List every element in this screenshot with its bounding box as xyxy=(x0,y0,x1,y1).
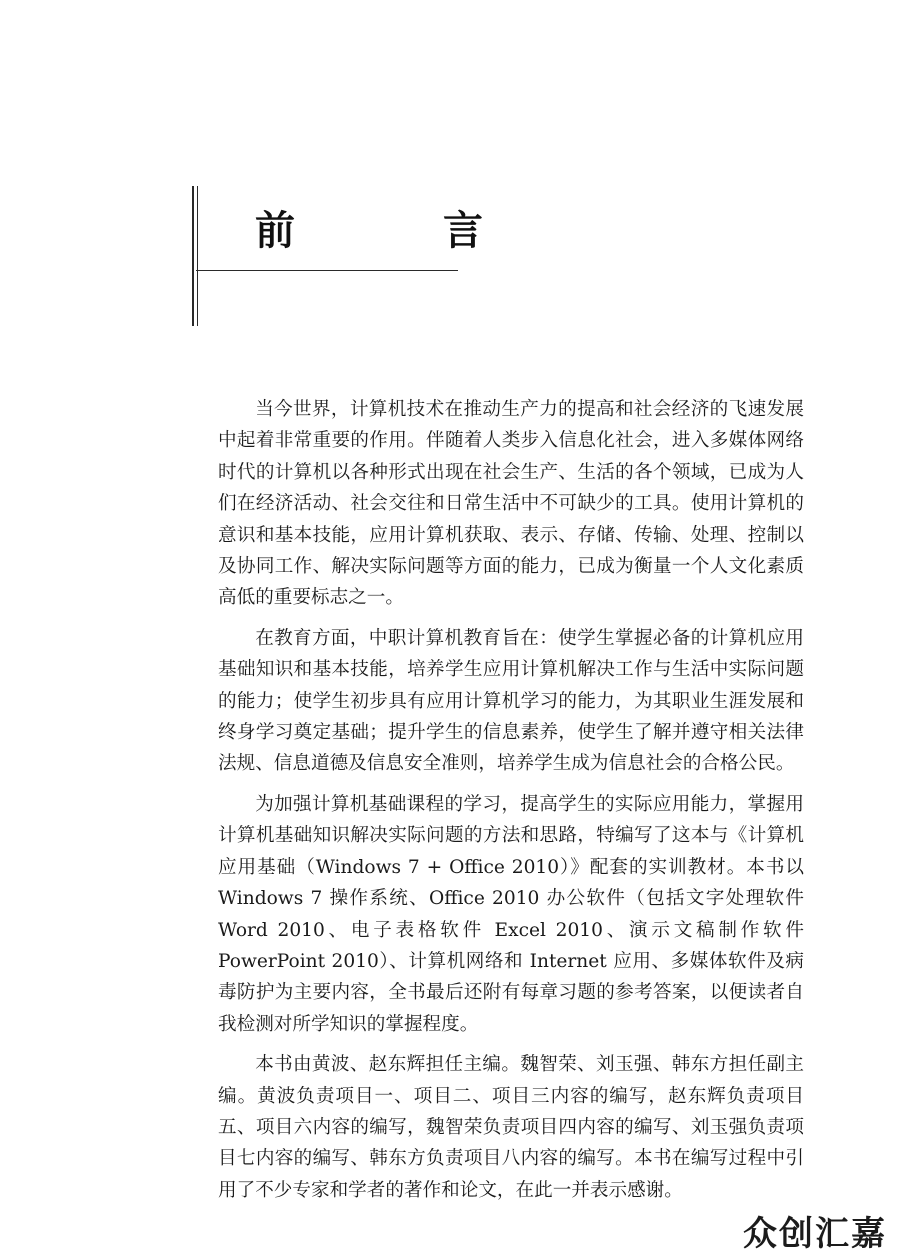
paragraph: 本书由黄波、赵东辉担任主编。魏智荣、刘玉强、韩东方担任副主编。黄波负责项目一、项目二、项目三内容的编写，赵东辉负责项目五、项目六内容的编写，魏智荣负责项目四内容的编写、刘玉强负责项目七内容的编写、韩东方负责项目八内容的编写。本书在编写过程中引用了不少专家和学者的著作和论文，在此一并表示感谢。 xyxy=(218,1054,804,1201)
page-title: 前 言 xyxy=(255,207,537,254)
preface-body xyxy=(218,394,804,1215)
paragraph: 在教育方面，中职计算机教育旨在：使学生掌握必备的计算机应用基础知识和基本技能，培养学生应用计算机解决工作与生活中实际问题的能力；使学生初步具有应用计算机学习的能力，为其职业生涯发展和终身学习奠定基础；提升学生的信息素养，使学生了解并遵守相关法律法规、信息道德及信息安全准则，培养学生成为信息社会的合格公民。 xyxy=(218,627,804,775)
heading-horizontal-rule xyxy=(196,270,458,271)
heading-vertical-rule-outer xyxy=(192,186,194,326)
watermark-logo: 众创汇嘉 xyxy=(743,1214,887,1254)
heading-vertical-rule-inner xyxy=(197,186,198,326)
paragraph: 为加强计算机基础课程的学习，提高学生的实际应用能力，掌握用计算机基础知识解决实际问题的方法和思路，特编写了这本与《计算机应用基础（Windows 7 + Office 2010）》配套的实训教材。本书以 Windows 7 操作系统、Office 2010 办公软件（包括文字处理软件 Word 2010、电子表格软件 Excel 2010、演示文稿制作软件 PowerPoint 2010）、计算机网络和 Internet 应用、多媒体软件及病毒防护为主要内容，全书最后还附有每章习题的参考答案，以便读者自我检测对所学知识的掌握程度。 xyxy=(218,793,804,1035)
paragraph: 当今世界，计算机技术在推动生产力的提高和社会经济的飞速发展中起着非常重要的作用。伴随着人类步入信息化社会，进入多媒体网络时代的计算机以各种形式出现在社会生产、生活的各个领域，已成为人们在经济活动、社会交往和日常生活中不可缺少的工具。使用计算机的意识和基本技能，应用计算机获取、表示、存储、传输、处理、控制以及协同工作、解决实际问题等方面的能力，已成为衡量一个人文化素质高低的重要标志之一。 xyxy=(218,399,804,609)
